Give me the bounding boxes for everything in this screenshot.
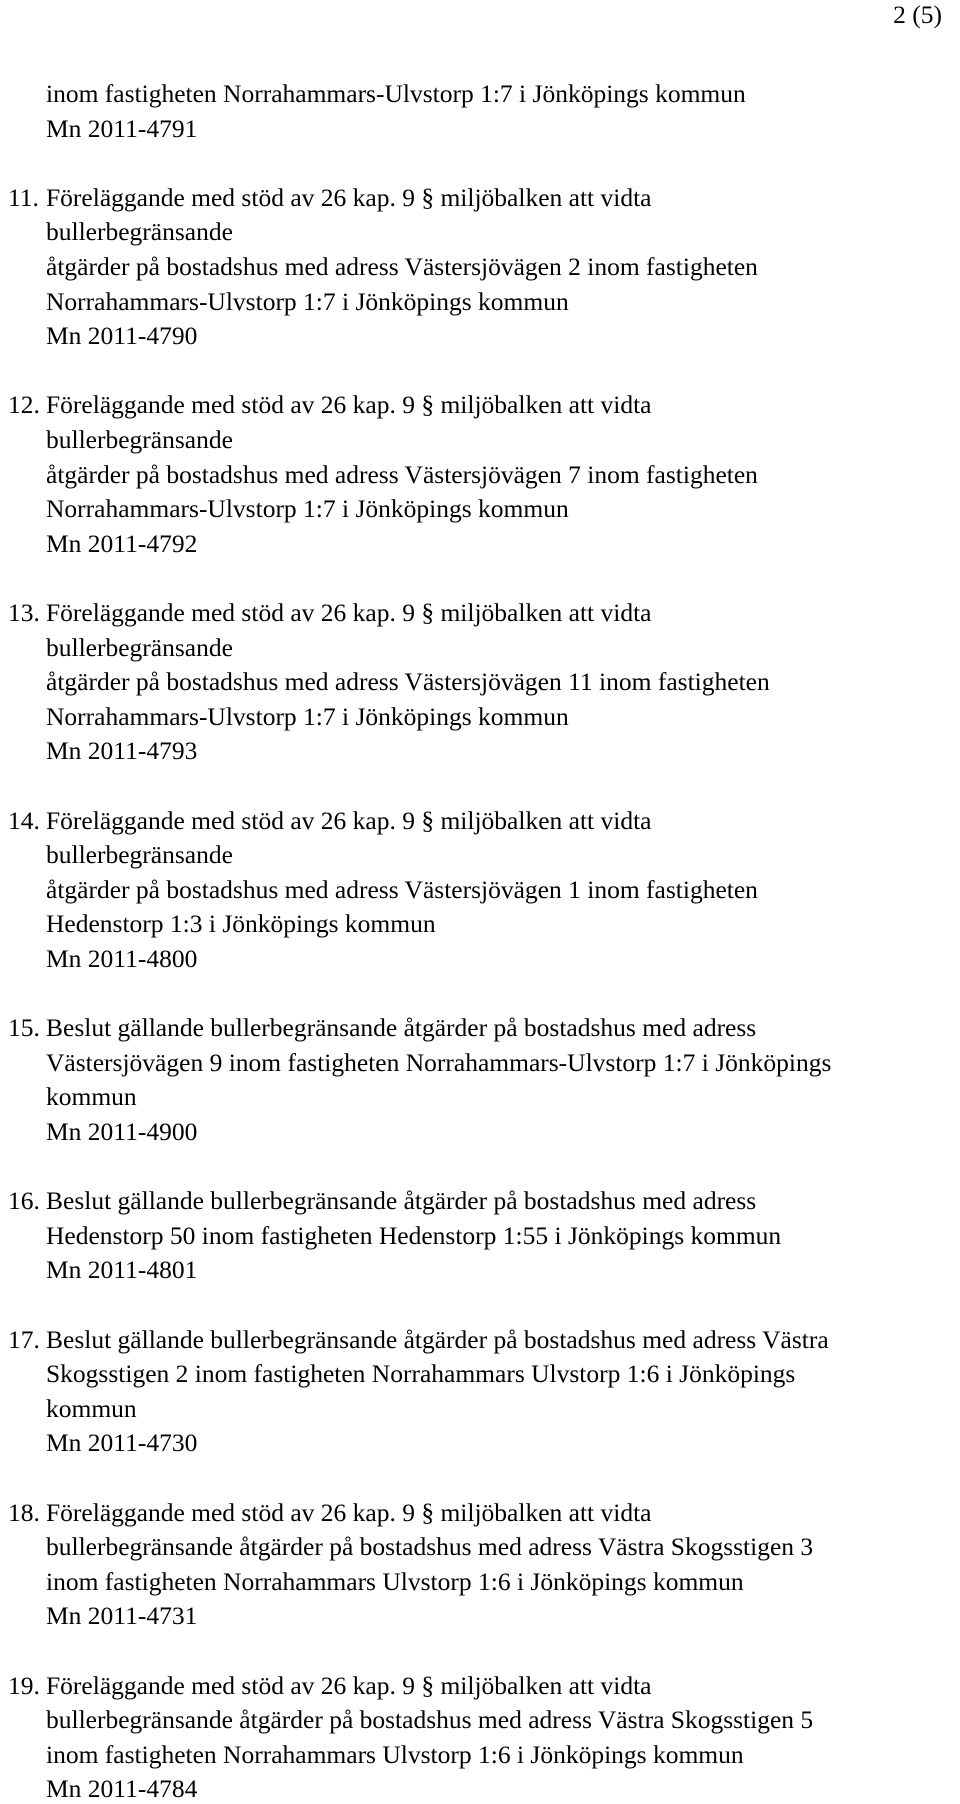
item-number: 18. [8, 1497, 40, 1527]
item-line: Mn 2011-4784 [46, 1774, 198, 1804]
item-number: 19. [8, 1670, 40, 1700]
intro-line: inom fastigheten Norrahammars-Ulvstorp 1:7 i Jönköpings kommun [46, 79, 746, 108]
item-line: Beslut gällande bullerbegränsande åtgärder på bostadshus med adress [46, 1013, 757, 1043]
item-line: Beslut gällande bullerbegränsande åtgärder på bostadshus med adress Västra [46, 1324, 829, 1354]
item-line: Hedenstorp 1:3 i Jönköpings kommun [46, 909, 436, 939]
item-line: åtgärder på bostadshus med adress Västersjövägen 11 inom fastigheten [46, 667, 770, 697]
item-number: 14. [8, 805, 40, 835]
item-number: 13. [8, 598, 40, 627]
item-line: kommun [46, 1082, 137, 1112]
item-line: åtgärder på bostadshus med adress Västersjövägen 2 inom fastigheten [46, 252, 758, 281]
item-line: Mn 2011-4792 [46, 528, 198, 558]
item-line: bullerbegränsande [46, 840, 233, 870]
page-number: 2 (5) [893, 0, 942, 29]
item-line: kommun [46, 1393, 137, 1423]
item-line: Mn 2011-4793 [46, 736, 198, 766]
item-line: Föreläggande med stöd av 26 kap. 9 § miljöbalken att vidta [46, 805, 652, 835]
item-number: 17. [8, 1324, 40, 1354]
item-line: Föreläggande med stöd av 26 kap. 9 § miljöbalken att vidta [46, 182, 652, 212]
item-line: Mn 2011-4800 [46, 944, 198, 973]
item-line: bullerbegränsande [46, 217, 233, 247]
item-line: Föreläggande med stöd av 26 kap. 9 § miljöbalken att vidta [46, 390, 652, 420]
item-line: inom fastigheten Norrahammars Ulvstorp 1:6 i Jönköpings kommun [46, 1566, 744, 1596]
item-line: Föreläggande med stöd av 26 kap. 9 § miljöbalken att vidta [46, 1497, 652, 1527]
item-line: Västersjövägen 9 inom fastigheten Norrahammars-Ulvstorp 1:7 i Jönköpings [46, 1047, 832, 1077]
item-line: Beslut gällande bullerbegränsande åtgärder på bostadshus med adress [46, 1186, 757, 1216]
item-line: Mn 2011-4731 [46, 1601, 198, 1631]
item-line: Hedenstorp 50 inom fastigheten Hedenstorp 1:55 i Jönköpings kommun [46, 1220, 782, 1250]
item-number: 15. [8, 1013, 40, 1043]
item-line: Mn 2011-4730 [46, 1428, 198, 1458]
item-line: Mn 2011-4801 [46, 1255, 198, 1285]
item-line: Norrahammars-Ulvstorp 1:7 i Jönköpings kommun [46, 494, 569, 524]
item-line: inom fastigheten Norrahammars Ulvstorp 1:6 i Jönköpings kommun [46, 1739, 744, 1769]
item-number: 12. [8, 390, 40, 420]
item-line: Föreläggande med stöd av 26 kap. 9 § miljöbalken att vidta [46, 1670, 652, 1700]
item-line: bullerbegränsande åtgärder på bostadshus med adress Västra Skogsstigen 5 [46, 1705, 814, 1735]
item-line: Föreläggande med stöd av 26 kap. 9 § miljöbalken att vidta [46, 598, 652, 627]
item-number: 11. [8, 182, 39, 212]
item-line: bullerbegränsande [46, 425, 233, 454]
item-number: 16. [8, 1186, 40, 1216]
item-line: åtgärder på bostadshus med adress Västersjövägen 1 inom fastigheten [46, 874, 758, 904]
item-line: bullerbegränsande åtgärder på bostadshus med adress Västra Skogsstigen 3 [46, 1532, 814, 1562]
item-line: åtgärder på bostadshus med adress Västersjövägen 7 inom fastigheten [46, 459, 758, 489]
item-line: Skogsstigen 2 inom fastigheten Norrahammars Ulvstorp 1:6 i Jönköpings [46, 1359, 796, 1389]
item-line: Norrahammars-Ulvstorp 1:7 i Jönköpings kommun [46, 286, 569, 316]
item-line: Mn 2011-4790 [46, 321, 198, 351]
intro-line: Mn 2011-4791 [46, 113, 198, 143]
item-line: Norrahammars-Ulvstorp 1:7 i Jönköpings kommun [46, 701, 569, 731]
item-line: Mn 2011-4900 [46, 1117, 198, 1146]
item-line: bullerbegränsande [46, 632, 233, 662]
